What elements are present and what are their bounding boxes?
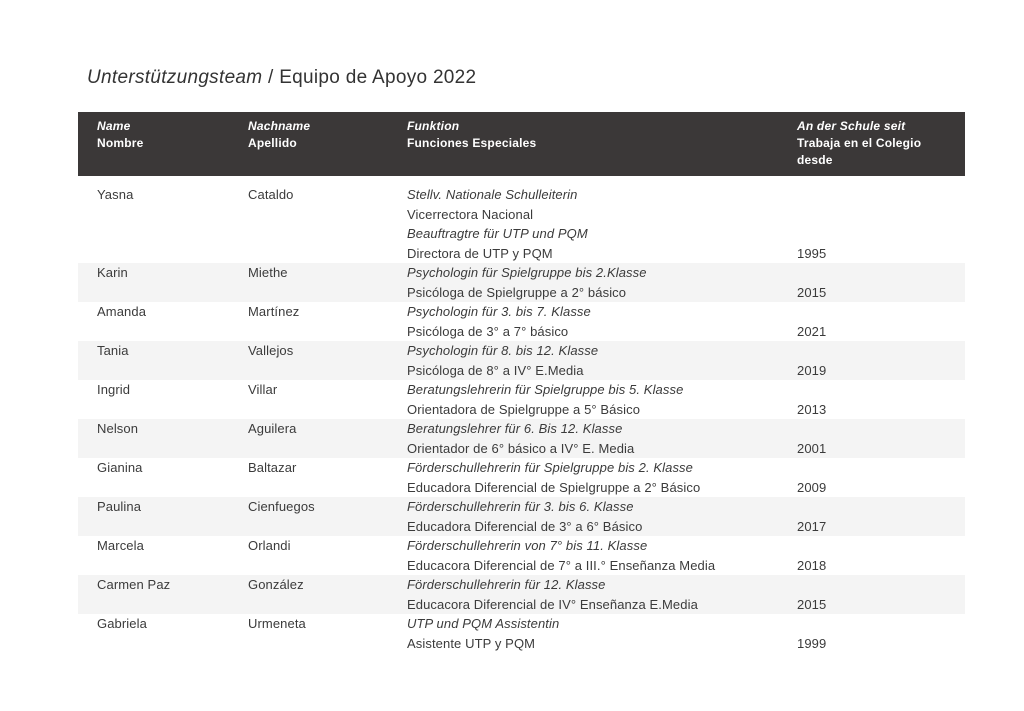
table-row (78, 497, 965, 536)
function-line: Educadora Diferencial de 3° a 6° Básico (407, 518, 643, 534)
cell-year-since: 2021 (797, 323, 827, 339)
cell-functions (407, 185, 797, 263)
function-line: Beauftragtre für UTP und PQM (407, 226, 588, 241)
table-row (78, 458, 965, 497)
cell-last-name: González (248, 577, 304, 592)
cell-last-name: Martínez (248, 304, 300, 319)
cell-first-name: Carmen Paz (97, 577, 171, 592)
cell-first-name: Paulina (97, 499, 142, 514)
function-line: Educacora Diferencial de IV° Enseñanza E.Media (407, 596, 698, 612)
header-surname-de: Nachname (248, 119, 311, 133)
function-line: Förderschullehrerin für Spielgruppe bis 2. Klasse (407, 460, 693, 475)
title-german: Unterstützungsteam (87, 67, 263, 88)
table-row (78, 185, 965, 263)
header-col-surname (248, 118, 407, 169)
function-line: Psicóloga de 3° a 7° básico (407, 323, 569, 339)
cell-last-name: Orlandi (248, 538, 291, 553)
header-function-es: Funciones Especiales (407, 136, 537, 150)
function-line: Educadora Diferencial de Spielgruppe a 2° Básico (407, 479, 701, 495)
header-since-es: Trabaja en el Colegio desde (797, 136, 922, 167)
cell-year-since: 2009 (797, 479, 827, 495)
cell-functions (407, 614, 797, 653)
table-row (78, 575, 965, 614)
cell-last-name: Vallejos (248, 343, 294, 358)
table-row (78, 419, 965, 458)
cell-functions (407, 380, 797, 419)
header-name-de: Name (97, 119, 131, 133)
cell-last-name: Villar (248, 382, 278, 397)
table-row (78, 263, 965, 302)
function-line: Beratungslehrer für 6. Bis 12. Klasse (407, 421, 623, 436)
page-title (87, 67, 476, 89)
cell-functions (407, 575, 797, 614)
cell-last-name: Aguilera (248, 421, 297, 436)
cell-last-name: Baltazar (248, 460, 297, 475)
title-separator: / (262, 67, 280, 88)
cell-year-since: 2015 (797, 596, 827, 612)
table-header-row (78, 112, 965, 176)
function-line: Directora de UTP y PQM (407, 245, 553, 261)
cell-year-since: 2018 (797, 557, 827, 573)
cell-functions (407, 263, 797, 302)
table-body (78, 185, 965, 653)
function-line: Förderschullehrerin von 7° bis 11. Klasse (407, 538, 648, 553)
function-line: Psychologin für Spielgruppe bis 2.Klasse (407, 265, 647, 280)
cell-last-name: Urmeneta (248, 616, 306, 631)
function-line: Orientador de 6° básico a IV° E. Media (407, 440, 635, 456)
cell-first-name: Karin (97, 265, 128, 280)
table-row (78, 614, 965, 653)
header-surname-es: Apellido (248, 136, 297, 150)
function-line: Förderschullehrerin für 3. bis 6. Klasse (407, 499, 634, 514)
cell-last-name: Cienfuegos (248, 499, 315, 514)
header-since-de: An der Schule seit (797, 119, 906, 133)
cell-first-name: Amanda (97, 304, 147, 319)
staff-table (78, 112, 965, 653)
function-line: Vicerrectora Nacional (407, 206, 534, 222)
cell-last-name: Cataldo (248, 187, 294, 202)
cell-functions (407, 341, 797, 380)
function-line: Psicóloga de Spielgruppe a 2° básico (407, 284, 627, 300)
header-function-de: Funktion (407, 119, 460, 133)
cell-year-since: 2013 (797, 401, 827, 417)
cell-first-name: Ingrid (97, 382, 131, 397)
cell-first-name: Gabriela (97, 616, 147, 631)
cell-functions (407, 458, 797, 497)
cell-first-name: Gianina (97, 460, 143, 475)
function-line: UTP und PQM Assistentin (407, 616, 560, 631)
header-col-name (97, 118, 248, 169)
cell-first-name: Yasna (97, 187, 134, 202)
table-row (78, 380, 965, 419)
cell-first-name: Nelson (97, 421, 139, 436)
cell-first-name: Tania (97, 343, 129, 358)
function-line: Förderschullehrerin für 12. Klasse (407, 577, 606, 592)
function-line: Stellv. Nationale Schulleiterin (407, 187, 578, 202)
cell-year-since: 1995 (797, 245, 827, 261)
function-line: Orientadora de Spielgruppe a 5° Básico (407, 401, 641, 417)
function-line: Psicóloga de 8° a IV° E.Media (407, 362, 584, 378)
cell-year-since: 2001 (797, 440, 827, 456)
function-line: Beratungslehrerin für Spielgruppe bis 5. Klasse (407, 382, 684, 397)
table-row (78, 302, 965, 341)
cell-functions (407, 497, 797, 536)
title-spanish: Equipo de Apoyo 2022 (279, 67, 477, 88)
header-col-function (407, 118, 797, 169)
header-name-es: Nombre (97, 136, 144, 150)
cell-functions (407, 302, 797, 341)
function-line: Psychologin für 3. bis 7. Klasse (407, 304, 591, 319)
function-line: Psychologin für 8. bis 12. Klasse (407, 343, 599, 358)
cell-year-since: 2015 (797, 284, 827, 300)
function-line: Educacora Diferencial de 7° a III.° Enseñanza Media (407, 557, 716, 573)
cell-last-name: Miethe (248, 265, 288, 280)
cell-functions (407, 536, 797, 575)
cell-year-since: 1999 (797, 635, 827, 651)
cell-first-name: Marcela (97, 538, 144, 553)
function-line: Asistente UTP y PQM (407, 635, 536, 651)
table-row (78, 341, 965, 380)
table-row (78, 536, 965, 575)
cell-functions (407, 419, 797, 458)
header-col-since (797, 118, 946, 169)
cell-year-since: 2019 (797, 362, 827, 378)
cell-year-since: 2017 (797, 518, 827, 534)
